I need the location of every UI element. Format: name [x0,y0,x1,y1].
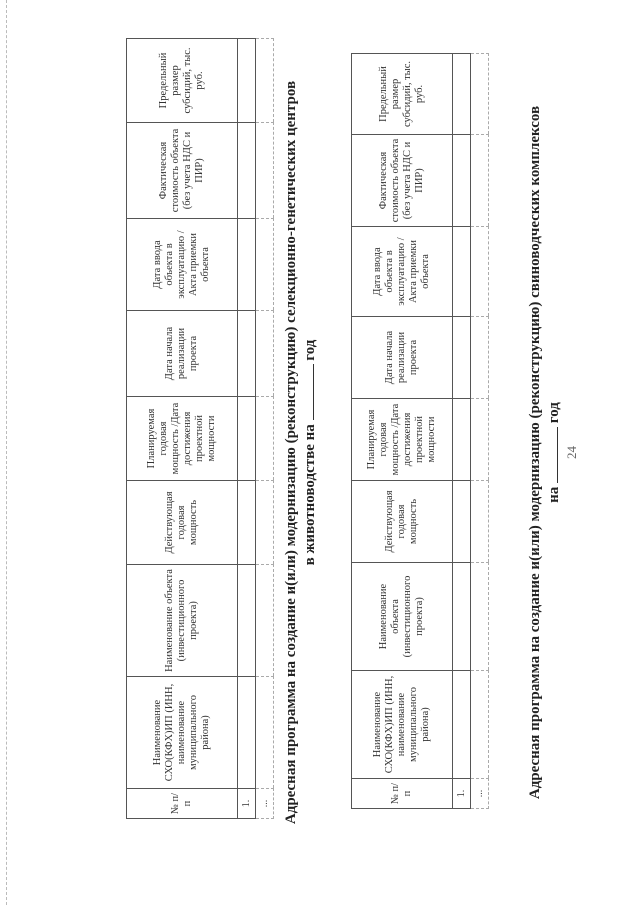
table-cell [238,123,256,219]
scan-edge [6,0,7,905]
table1-title-suffix: год [546,402,562,424]
table-cell [256,39,274,123]
header-cell: № п/п [127,789,238,819]
table-cell [453,671,471,779]
table-cell [238,677,256,789]
header-cell: Предельный размер субсидий, тыс. руб. [127,39,238,123]
table-cell [453,399,471,481]
table-row [471,54,489,809]
table-row [256,39,274,819]
table-cell [238,481,256,565]
table-cell [256,219,274,311]
year-blank [545,427,558,483]
header-cell: Планируемая годовая мощность /Дата достижения проектной мощности [127,397,238,481]
table-cell [238,39,256,123]
table-cell [256,397,274,481]
table-cell: ... [256,789,274,819]
table-cell [238,397,256,481]
table-cell [471,671,489,779]
header-cell: Дата ввода объекта в эксплуатацию / Акта приемки объекта [352,227,453,317]
year-blank [301,364,314,420]
table1-header-row [352,54,453,809]
table-cell [256,677,274,789]
table-cell [471,317,489,399]
table-row [453,54,471,809]
header-cell: Действующая годовая мощность [127,481,238,565]
table2-title-line2 [301,0,320,905]
table-cell: 1. [238,789,256,819]
header-cell: Действующая годовая мощность [352,481,453,563]
table2-title-line1: Адресная программа на создание и(или) модернизацию (реконструкцию) селекционно-генетических центров [283,80,299,825]
table-cell [238,565,256,677]
table-cell [471,227,489,317]
table-cell [256,565,274,677]
table-cell [453,54,471,135]
header-cell: Наименование объекта (инвестиционного проекта) [352,563,453,671]
table-cell [453,135,471,227]
header-cell: Наименование СХО(КФХ)ИП (ИНН, наименование муниципального района) [127,677,238,789]
table-cell [453,227,471,317]
table1-title-line2 [545,0,564,905]
table-cell [256,481,274,565]
table1-title-prefix: на [546,486,562,503]
header-cell: Наименование объекта (инвестиционного проекта) [127,565,238,677]
table-row [238,39,256,819]
table-cell [256,123,274,219]
header-cell: Предельный размер субсидий, тыс. руб. [352,54,453,135]
header-cell: Фактическая стоимость объекта (без учета НДС и ПИР) [352,135,453,227]
header-cell: Дата начала реализации проекта [127,311,238,397]
table2-title-suffix: год [302,339,318,361]
table-cell [471,399,489,481]
header-cell: Дата начала реализации проекта [352,317,453,399]
table2-title [282,0,320,905]
table-cell: 1. [453,779,471,809]
table-cell [453,563,471,671]
table2-header-row [127,39,238,819]
table-cell [256,311,274,397]
header-cell: Дата ввода объекта в эксплуатацию / Акта приемки объекта [127,219,238,311]
table2 [126,38,274,819]
table-cell [238,311,256,397]
header-cell: Планируемая годовая мощность /Дата достижения проектной мощности [352,399,453,481]
table-cell [471,481,489,563]
table-cell: ... [471,779,489,809]
table2-title-prefix: в животноводстве на [302,424,318,566]
table-cell [238,219,256,311]
table-cell [453,481,471,563]
table-cell [471,135,489,227]
table1-title [526,0,564,905]
header-cell: Фактическая стоимость объекта (без учета НДС и ПИР) [127,123,238,219]
table-cell [471,563,489,671]
table-cell [471,54,489,135]
page-number: 24 [564,446,579,459]
header-cell: № п/п [352,779,453,809]
table-cell [453,317,471,399]
header-cell: Наименование СХО(КФХ)ИП (ИНН, наименование муниципального района) [352,671,453,779]
table1 [351,53,489,809]
table1-title-line1: Адресная программа на создание и(или) модернизацию (реконструкцию) свиноводческих комплексов [527,105,543,800]
